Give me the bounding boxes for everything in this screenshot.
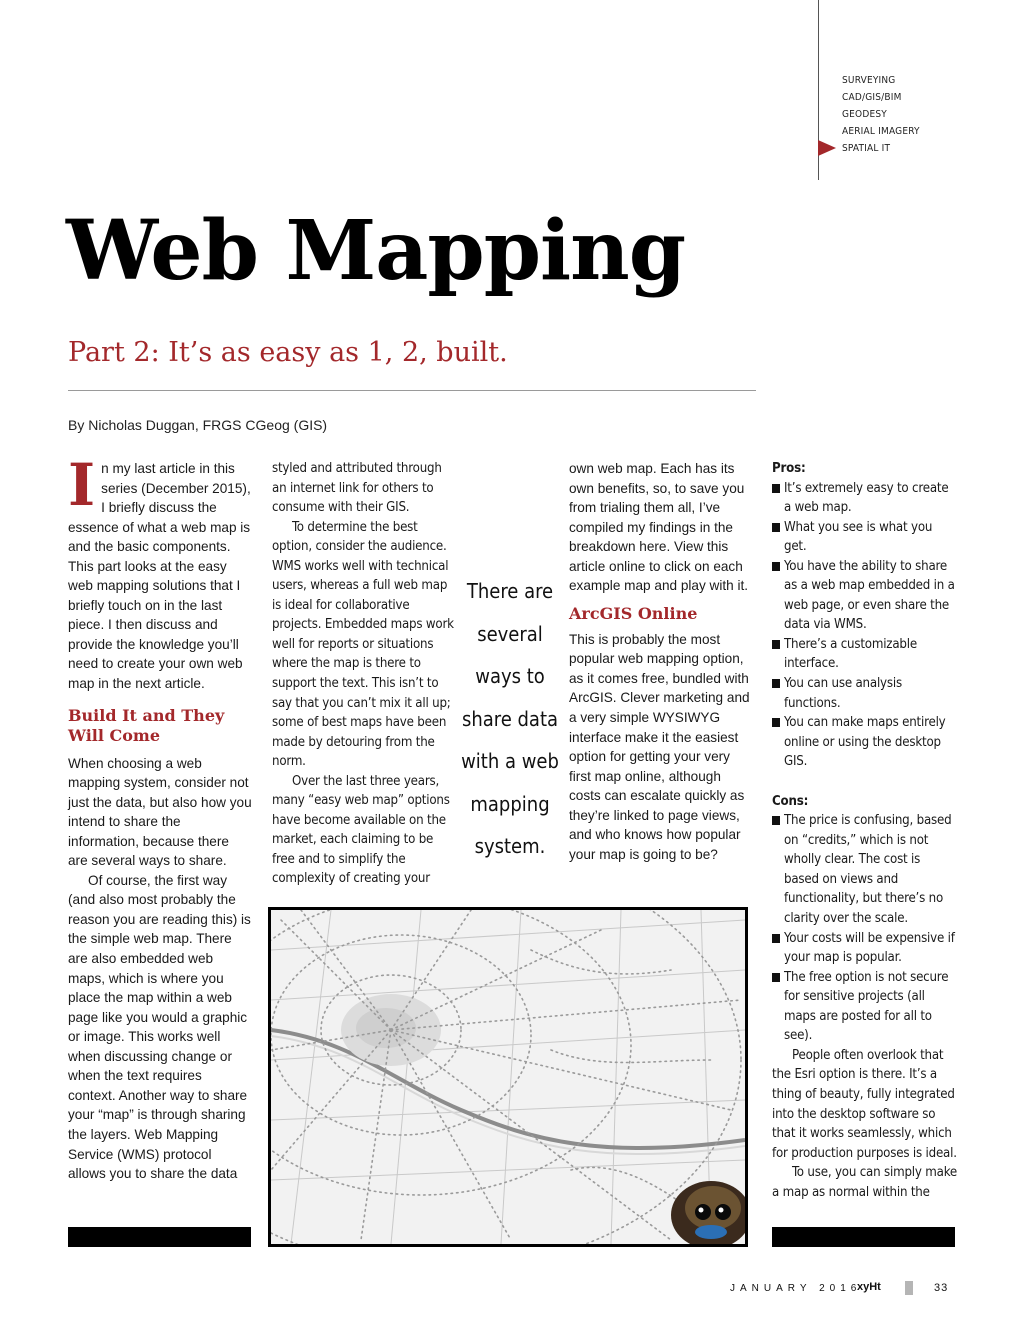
paragraph: To determine the best option, consider the audience. WMS works well with technical users, whereas a full web map is ideal for collaborative projects. Embedded maps work well for reports or situations where the map is there to support the text. This isn’t to say that you can’t mix it all up; some of best maps have been made by detouring from the norm. bbox=[272, 519, 454, 770]
list-item: The free option is not secure for sensitive projects (all maps are posted for all to see). bbox=[772, 968, 958, 1046]
paragraph: To use, you can simply make a map as normal within the bbox=[772, 1165, 957, 1200]
section-heading-arcgis: ArcGIS Online bbox=[569, 603, 698, 623]
paragraph: People often overlook that the Esri option is there. It’s a thing of beauty, fully integrated into the desktop software so that it works seamlessly, which for production purposes is ideal. bbox=[772, 1047, 957, 1161]
section-nav bbox=[842, 72, 920, 157]
list-item: You have the ability to share as a web map embedded in a web page, or even share the data via WMS. bbox=[772, 557, 958, 635]
pull-quote: There are several ways to share data with a web mapping system. bbox=[461, 579, 559, 858]
footer-date: JANUARY 2016 bbox=[730, 1283, 862, 1294]
list-item: You can make maps entirely online or using the desktop GIS. bbox=[772, 713, 958, 772]
paragraph: styled and attributed through an internet link for others to consume with their GIS. bbox=[272, 461, 442, 516]
paragraph: Over the last three years, many “easy web map” options have become available on the market, each claiming to be free and to simplify the complexity of creating your bbox=[272, 773, 450, 887]
pros-list bbox=[772, 479, 958, 772]
map-figure bbox=[268, 907, 748, 1247]
section-nav-item: GEODESY bbox=[842, 109, 887, 120]
pros-label: Pros: bbox=[772, 461, 806, 476]
section-marker-arrow-icon bbox=[818, 140, 836, 156]
column-4 bbox=[772, 459, 958, 1202]
decorative-bar-left bbox=[68, 1227, 251, 1247]
footer-brand: xyHt bbox=[857, 1281, 881, 1293]
cons-label: Cons: bbox=[772, 793, 809, 809]
column-3 bbox=[569, 459, 755, 864]
list-item: There’s a customizable interface. bbox=[772, 635, 958, 674]
intro-text: n my last article in this series (December 2015), I briefly discuss the essence of what a web map is and the basic components. This part looks at the easy web mapping solutions that I briefly touch on in the last piece. I then discuss and provide the knowledge you’ll need to create your own web map in the next article. bbox=[68, 461, 251, 692]
section-heading-build: Build It and They Will Come bbox=[68, 705, 225, 745]
decorative-bar-right bbox=[772, 1227, 955, 1247]
page-number: 33 bbox=[934, 1282, 949, 1294]
list-item: You can use analysis functions. bbox=[772, 674, 958, 713]
list-item: What you see is what you get. bbox=[772, 518, 958, 557]
intro-paragraph bbox=[68, 451, 252, 694]
column-1 bbox=[68, 451, 252, 1184]
article-title: Web Mapping bbox=[66, 203, 686, 299]
byline: By Nicholas Duggan, FRGS CGeog (GIS) bbox=[68, 417, 328, 433]
paragraph: When choosing a web mapping system, consider not just the data, but also how you intend to share the information, because there are several ways to share. bbox=[68, 755, 252, 869]
column-2 bbox=[272, 459, 458, 889]
paragraph: own web map. Each has its own benefits, so, to save you from trialing them all, I’ve compiled my findings in the breakdown here. View this article online to click on each example map and play with it. bbox=[569, 461, 749, 594]
section-nav-item: SURVEYING bbox=[842, 75, 896, 86]
article-subtitle: Part 2: It’s as easy as 1, 2, built. bbox=[68, 337, 508, 368]
title-divider bbox=[68, 390, 756, 391]
section-nav-item: AERIAL IMAGERY bbox=[842, 126, 920, 137]
cons-list bbox=[772, 811, 958, 1046]
paragraph: This is probably the most popular web mapping option, as it comes free, bundled with ArcGIS. Clever marketing and a very simple WYSIWYG interface make it the easiest option for getting your very first map online, although costs can escalate quickly as they’re linked to page views, and who knows how popular your map is going to be? bbox=[569, 631, 750, 862]
list-item: Your costs will be expensive if your map is popular. bbox=[772, 929, 958, 968]
footer-separator bbox=[905, 1281, 913, 1295]
section-nav-item: CAD/GIS/BIM bbox=[842, 92, 902, 103]
paragraph: Of course, the first way (and also most probably the reason you are reading this) is the simple web map. There are also embedded web maps, which is where you place the map within a web page like you would a graphic or image. This works well when discussing change or when the text requires context. Another way to share your “map” is through sharing the layers. Web Mapping Service (WMS) protocol allows you to share the data bbox=[68, 872, 251, 1182]
list-item: The price is confusing, based on “credits,” which is not wholly clear. The cost is based on views and functionality, but there’s no clarity over the scale. bbox=[772, 811, 958, 928]
drop-cap: I bbox=[68, 451, 96, 519]
list-item: It’s extremely easy to create a web map. bbox=[772, 479, 958, 518]
section-nav-item-active: SPATIAL IT bbox=[842, 143, 891, 154]
